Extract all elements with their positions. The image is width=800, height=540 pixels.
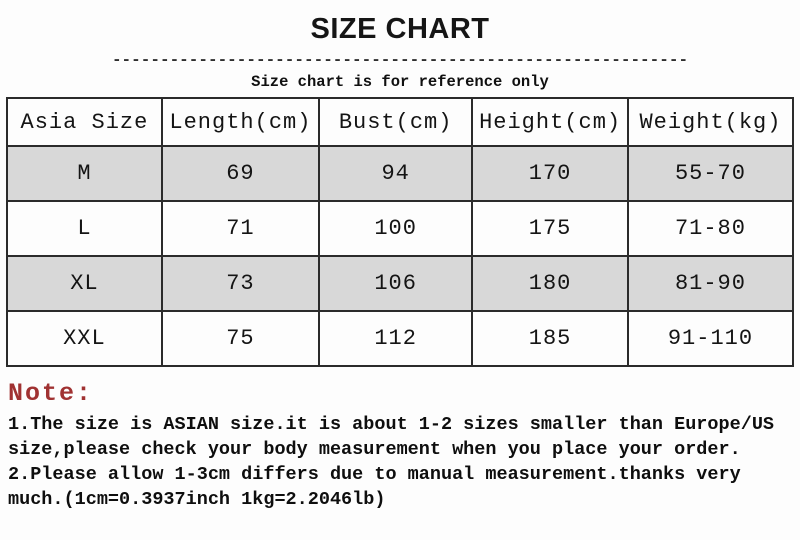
cell-length: 71 <box>162 201 319 256</box>
cell-weight: 91-110 <box>628 311 793 366</box>
table-row-l <box>7 201 793 256</box>
cell-height: 170 <box>472 146 628 201</box>
cell-size: M <box>7 146 162 201</box>
cell-length: 69 <box>162 146 319 201</box>
cell-bust: 112 <box>319 311 472 366</box>
note-line-3: 2.Please allow 1-3cm differs due to manual measurement.thanks very <box>8 464 741 485</box>
cell-size: XXL <box>7 311 162 366</box>
cell-length: 73 <box>162 256 319 311</box>
header-bust: Bust(cm) <box>319 98 472 146</box>
table-row-m <box>7 146 793 201</box>
cell-bust: 100 <box>319 201 472 256</box>
table-row-xxl <box>7 311 793 366</box>
cell-size: L <box>7 201 162 256</box>
header-length: Length(cm) <box>162 98 319 146</box>
size-table-body <box>7 146 793 366</box>
reference-disclaimer: Size chart is for reference only <box>251 73 549 91</box>
cell-bust: 94 <box>319 146 472 201</box>
note-line-1: 1.The size is ASIAN size.it is about 1-2 sizes smaller than Europe/US <box>8 414 775 435</box>
header-row <box>7 98 793 146</box>
header-weight: Weight(kg) <box>628 98 793 146</box>
cell-weight: 55-70 <box>628 146 793 201</box>
page-title: SIZE CHART <box>310 13 490 45</box>
note-text <box>8 412 796 512</box>
cell-height: 175 <box>472 201 628 256</box>
note-label: Note: <box>8 379 94 408</box>
cell-height: 185 <box>472 311 628 366</box>
cell-height: 180 <box>472 256 628 311</box>
note-line-4: much.(1cm=0.3937inch 1kg=2.2046lb) <box>8 489 386 510</box>
cell-length: 75 <box>162 311 319 366</box>
cell-weight: 71-80 <box>628 201 793 256</box>
header-height: Height(cm) <box>472 98 628 146</box>
note-line-2: size,please check your body measurement when you place your order. <box>8 439 741 460</box>
table-row-xl <box>7 256 793 311</box>
cell-weight: 81-90 <box>628 256 793 311</box>
cell-size: XL <box>7 256 162 311</box>
size-table-header <box>7 98 793 146</box>
size-table <box>6 97 794 367</box>
dashed-divider: ------------------------------------------------------------ <box>111 51 689 69</box>
header-asia-size: Asia Size <box>7 98 162 146</box>
cell-bust: 106 <box>319 256 472 311</box>
